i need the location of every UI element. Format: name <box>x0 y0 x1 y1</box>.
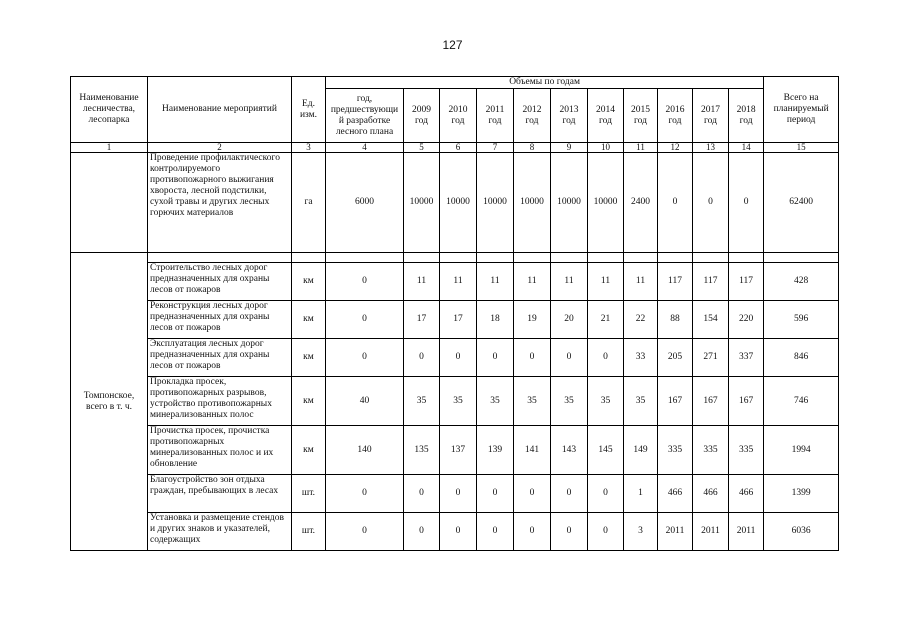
year-value: 0 <box>588 513 624 551</box>
prev-year-value: 0 <box>326 513 404 551</box>
year-value: 21 <box>588 301 624 339</box>
spacer-cell <box>292 253 326 263</box>
header-year <box>404 89 440 143</box>
year-value: 35 <box>477 377 514 426</box>
header-year <box>588 89 624 143</box>
year-value: 117 <box>658 263 693 301</box>
header-year-value: 2018 <box>736 104 756 115</box>
year-value: 2011 <box>693 513 729 551</box>
header-total: Всего на планируемый период <box>764 77 839 143</box>
unit-cell: км <box>292 301 326 339</box>
forestry-cell <box>71 153 148 253</box>
year-value: 35 <box>624 377 658 426</box>
table-row <box>71 475 839 513</box>
column-number: 9 <box>551 143 588 153</box>
year-value: 10000 <box>440 153 477 253</box>
year-value: 0 <box>693 153 729 253</box>
header-year <box>658 89 693 143</box>
year-value: 154 <box>693 301 729 339</box>
prev-year-value: 6000 <box>326 153 404 253</box>
table-row <box>71 377 839 426</box>
header-year-value: 2011 <box>485 104 505 115</box>
year-value: 35 <box>404 377 440 426</box>
year-value: 0 <box>477 475 514 513</box>
header-year-suffix: год <box>739 115 753 126</box>
header-year <box>477 89 514 143</box>
total-value: 6036 <box>764 513 839 551</box>
column-number: 8 <box>514 143 551 153</box>
year-value: 1 <box>624 475 658 513</box>
year-value: 135 <box>404 426 440 475</box>
spacer-cell <box>693 253 729 263</box>
year-value: 0 <box>404 475 440 513</box>
table-row <box>71 426 839 475</box>
year-value: 205 <box>658 339 693 377</box>
prev-year-value: 40 <box>326 377 404 426</box>
year-value: 335 <box>658 426 693 475</box>
year-value: 20 <box>551 301 588 339</box>
column-number: 7 <box>477 143 514 153</box>
year-value: 0 <box>588 339 624 377</box>
year-value: 137 <box>440 426 477 475</box>
header-year <box>440 89 477 143</box>
header-volumes-by-year: Объемы по годам <box>326 77 764 89</box>
spacer-cell <box>514 253 551 263</box>
year-value: 149 <box>624 426 658 475</box>
unit-cell: км <box>292 339 326 377</box>
column-number: 11 <box>624 143 658 153</box>
total-value: 746 <box>764 377 839 426</box>
year-value: 11 <box>624 263 658 301</box>
year-value: 2011 <box>658 513 693 551</box>
year-value: 11 <box>588 263 624 301</box>
header-year <box>624 89 658 143</box>
header-prev-year: год, предшествующи й разработке лесного плана <box>326 89 404 143</box>
header-year-value: 2015 <box>631 104 650 115</box>
year-value: 0 <box>404 339 440 377</box>
activity-name: Благоустройство зон отдыха граждан, пребывающих в лесах <box>148 475 292 513</box>
year-value: 10000 <box>588 153 624 253</box>
unit-cell: км <box>292 426 326 475</box>
total-value: 846 <box>764 339 839 377</box>
year-value: 139 <box>477 426 514 475</box>
year-value: 88 <box>658 301 693 339</box>
header-activity: Наименование мероприятий <box>148 77 292 143</box>
year-value: 0 <box>658 153 693 253</box>
table-row-spacer <box>71 253 839 263</box>
header-year-suffix: год <box>451 115 465 126</box>
unit-cell: шт. <box>292 475 326 513</box>
year-value: 466 <box>729 475 764 513</box>
spacer-cell <box>588 253 624 263</box>
year-value: 2011 <box>729 513 764 551</box>
year-value: 0 <box>514 513 551 551</box>
activity-name: Установка и размещение стендов и других знаков и указателей, содержащих <box>148 513 292 551</box>
header-year-suffix: год <box>525 115 539 126</box>
unit-cell: км <box>292 377 326 426</box>
year-value: 0 <box>551 339 588 377</box>
spacer-cell <box>440 253 477 263</box>
year-value: 0 <box>477 513 514 551</box>
year-value: 220 <box>729 301 764 339</box>
year-value: 10000 <box>477 153 514 253</box>
year-value: 22 <box>624 301 658 339</box>
year-value: 337 <box>729 339 764 377</box>
prev-year-value: 0 <box>326 339 404 377</box>
header-year <box>514 89 551 143</box>
prev-year-value: 140 <box>326 426 404 475</box>
header-year-value: 2012 <box>522 104 542 115</box>
year-value: 10000 <box>514 153 551 253</box>
year-value: 11 <box>477 263 514 301</box>
total-value: 428 <box>764 263 839 301</box>
activity-name: Реконструкция лесных дорог предназначенных для охраны лесов от пожаров <box>148 301 292 339</box>
forestry-name: Томпонское, всего в т. ч. <box>71 253 148 551</box>
activity-name: Прокладка просек, противопожарных разрывов, устройство противопожарных минерализованных полос <box>148 377 292 426</box>
year-value: 11 <box>404 263 440 301</box>
year-value: 17 <box>440 301 477 339</box>
header-year <box>551 89 588 143</box>
unit-cell: шт. <box>292 513 326 551</box>
table-row <box>71 153 839 253</box>
year-value: 10000 <box>404 153 440 253</box>
year-value: 0 <box>404 513 440 551</box>
unit-cell: га <box>292 153 326 253</box>
column-number: 1 <box>71 143 148 153</box>
year-value: 0 <box>477 339 514 377</box>
total-value: 596 <box>764 301 839 339</box>
header-year-value: 2009 <box>412 104 431 115</box>
year-value: 11 <box>551 263 588 301</box>
year-value: 19 <box>514 301 551 339</box>
activity-name: Эксплуатация лесных дорог предназначенных для охраны лесов от пожаров <box>148 339 292 377</box>
header-year <box>729 89 764 143</box>
year-value: 0 <box>440 513 477 551</box>
column-number: 12 <box>658 143 693 153</box>
header-year-value: 2014 <box>596 104 615 115</box>
prev-year-value: 0 <box>326 263 404 301</box>
table-row <box>71 301 839 339</box>
column-number: 5 <box>404 143 440 153</box>
total-value: 1994 <box>764 426 839 475</box>
year-value: 335 <box>693 426 729 475</box>
spacer-cell <box>764 253 839 263</box>
table-row <box>71 339 839 377</box>
year-value: 18 <box>477 301 514 339</box>
header-year-value: 2017 <box>701 104 720 115</box>
page-number: 127 <box>442 38 463 52</box>
year-value: 10000 <box>551 153 588 253</box>
column-number: 2 <box>148 143 292 153</box>
spacer-cell <box>326 253 404 263</box>
volumes-table <box>70 76 839 551</box>
prev-year-value: 0 <box>326 301 404 339</box>
header-year-value: 2016 <box>665 104 685 115</box>
unit-cell: км <box>292 263 326 301</box>
year-value: 3 <box>624 513 658 551</box>
header-forestry: Наименование лесничества, лесопарка <box>71 77 148 143</box>
year-value: 0 <box>551 475 588 513</box>
total-value: 62400 <box>764 153 839 253</box>
year-value: 466 <box>693 475 729 513</box>
year-value: 0 <box>551 513 588 551</box>
year-value: 0 <box>729 153 764 253</box>
year-value: 35 <box>588 377 624 426</box>
year-value: 11 <box>514 263 551 301</box>
header-year-suffix: год <box>488 115 502 126</box>
column-number: 3 <box>292 143 326 153</box>
header-year <box>693 89 729 143</box>
header-unit: Ед. изм. <box>292 77 326 143</box>
year-value: 2400 <box>624 153 658 253</box>
year-value: 35 <box>440 377 477 426</box>
column-number: 6 <box>440 143 477 153</box>
year-value: 141 <box>514 426 551 475</box>
year-value: 143 <box>551 426 588 475</box>
header-year-value: 2013 <box>559 104 579 115</box>
activity-name: Строительство лесных дорог предназначенных для охраны лесов от пожаров <box>148 263 292 301</box>
year-value: 466 <box>658 475 693 513</box>
spacer-cell <box>551 253 588 263</box>
header-year-suffix: год <box>668 115 682 126</box>
column-numbers-row <box>71 143 839 153</box>
table-row <box>71 263 839 301</box>
spacer-cell <box>404 253 440 263</box>
year-value: 167 <box>729 377 764 426</box>
year-value: 11 <box>440 263 477 301</box>
year-value: 33 <box>624 339 658 377</box>
year-value: 0 <box>588 475 624 513</box>
activity-name: Прочистка просек, прочистка противопожарных минерализованных полос и их обновление <box>148 426 292 475</box>
column-number: 10 <box>588 143 624 153</box>
header-year-suffix: год <box>634 115 647 126</box>
table-row <box>71 513 839 551</box>
year-value: 167 <box>693 377 729 426</box>
year-value: 335 <box>729 426 764 475</box>
column-number: 13 <box>693 143 729 153</box>
column-number: 4 <box>326 143 404 153</box>
year-value: 271 <box>693 339 729 377</box>
year-value: 0 <box>440 339 477 377</box>
year-value: 17 <box>404 301 440 339</box>
header-year-suffix: год <box>704 115 717 126</box>
header-year-suffix: год <box>415 115 428 126</box>
activity-name: Проведение профилактического контролируемого противопожарного выжигания хвороста, лесной подстилки, сухой травы и других лесных горючих материалов <box>148 153 292 253</box>
spacer-cell <box>624 253 658 263</box>
year-value: 35 <box>514 377 551 426</box>
spacer-cell <box>729 253 764 263</box>
year-value: 0 <box>514 475 551 513</box>
column-number: 14 <box>729 143 764 153</box>
year-value: 35 <box>551 377 588 426</box>
total-value: 1399 <box>764 475 839 513</box>
year-value: 167 <box>658 377 693 426</box>
year-value: 0 <box>514 339 551 377</box>
year-value: 117 <box>693 263 729 301</box>
column-number: 15 <box>764 143 839 153</box>
year-value: 117 <box>729 263 764 301</box>
prev-year-value: 0 <box>326 475 404 513</box>
header-year-suffix: год <box>562 115 576 126</box>
spacer-cell <box>477 253 514 263</box>
spacer-cell <box>658 253 693 263</box>
spacer-cell <box>148 253 292 263</box>
header-year-value: 2010 <box>448 104 468 115</box>
year-value: 0 <box>440 475 477 513</box>
header-year-suffix: год <box>599 115 612 126</box>
year-value: 145 <box>588 426 624 475</box>
